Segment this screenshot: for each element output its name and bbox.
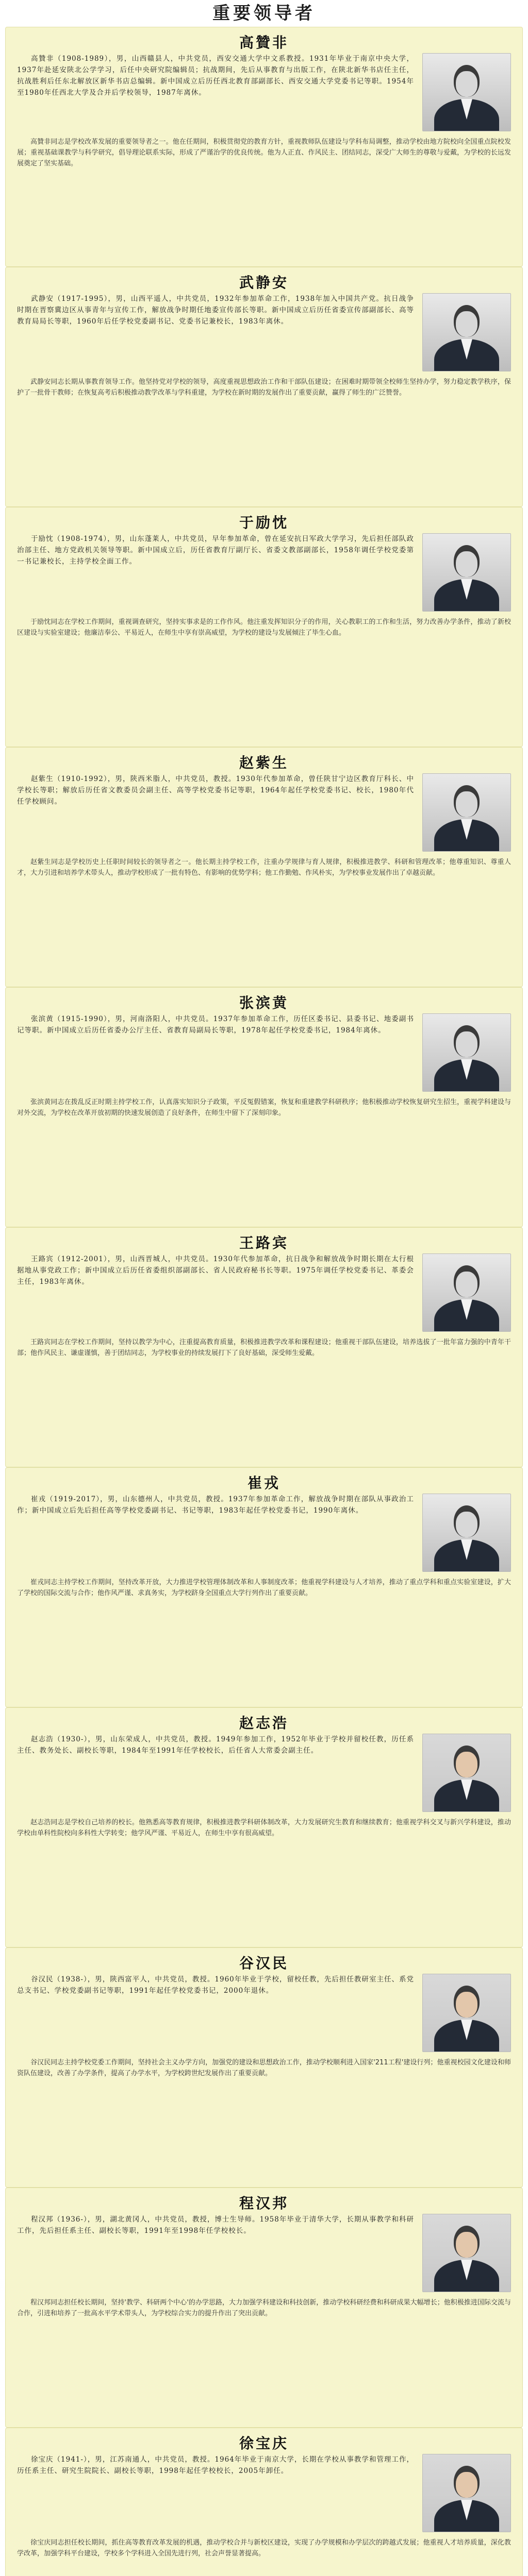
leader-card <box>5 2188 523 2428</box>
leader-card <box>5 747 523 987</box>
leader-portrait <box>422 773 511 852</box>
leader-description: 高贊非同志是学校改革发展的重要领导者之一。他在任期间，积极贯彻党的教育方针，重视教师队伍建设与学科布局调整，推动学校由地方院校向全国重点院校发展；重视基础课教学与科学研究，倡导理论联系实际，形成了严谨治学的优良传统。他为人正直、作风民主、团结同志，深受广大师生的尊敬与爱戴，为学校的长远发展奠定了坚实基础。 <box>17 138 511 167</box>
leader-intro <box>17 1494 511 1572</box>
leader-portrait <box>422 1253 511 1332</box>
leader-card <box>5 267 523 507</box>
leader-description: 于励忱同志在学校工作期间，重视调查研究，坚持实事求是的工作作风。他注重发挥知识分子的作用，关心教职工的工作和生活，努力改善办学条件，推动了新校区建设与实验室建设；他廉洁奉公、平易近人，在师生中享有崇高威望，为学校的建设与发展倾注了毕生心血。 <box>17 618 511 637</box>
portrait-face <box>456 2472 477 2498</box>
portrait-face <box>456 551 477 577</box>
leader-description: 程汉邦同志担任校长期间，坚持'教学、科研两个中心'的办学思路，大力加强学科建设和科技创新，推动学校科研经费和科研成果大幅增长；他积极推进国际交流与合作，引进和培养了一批高水平学术带头人，为学校综合实力的提升作出了突出贡献。 <box>17 2299 511 2317</box>
leader-bio: 程汉邦（1936-），男，湖北黄冈人，中共党员，教授，博士生导师。1958年毕业于清华大学，长期从事教学和科研工作，先后担任系主任、副校长等职，1991年至1998年任学校校长。 <box>17 2215 414 2235</box>
leader-bio: 赵紫生（1910-1992），男，陕西米脂人，中共党员，教授。1930年代参加革命，曾任陕甘宁边区教育厅科长、中学校长等职；解放后历任省文教委员会副主任、高等学校党委书记等职，1964年起任学校党委书记、校长，1980年代任学校顾问。 <box>17 775 414 806</box>
leader-description: 赵紫生同志是学校历史上任职时间较长的领导者之一。他长期主持学校工作，注重办学规律与育人规律，积极推进教学、科研和管理改革；他尊重知识、尊重人才，大力引进和培养学术带头人，推动学校形成了一批有特色、有影响的优势学科；他工作勤勉、作风朴实，为学校事业发展作出了卓越贡献。 <box>17 858 511 877</box>
leader-bio: 于励忱（1908-1974），男，山东蓬莱人，中共党员，早年参加革命，曾在延安抗日军政大学学习，先后担任部队政治部主任、地方党政机关领导等职。新中国成立后，历任省教育厅副厅长、省委文教部副部长，1958年调任学校党委第一书记兼校长，主持学校全面工作。 <box>17 535 414 566</box>
leader-intro <box>17 53 511 131</box>
leader-portrait <box>422 2454 511 2532</box>
portrait-face <box>456 71 477 97</box>
leader-name: 程汉邦 <box>239 2195 289 2212</box>
leader-name: 崔戎 <box>247 1475 280 1492</box>
leader-portrait <box>422 1013 511 1092</box>
portrait-face <box>456 1512 477 1537</box>
leader-card <box>5 1707 523 1947</box>
portrait-face <box>456 1031 477 1057</box>
leader-name: 武静安 <box>239 274 289 291</box>
leader-intro <box>17 2214 511 2292</box>
leader-card <box>5 2428 523 2576</box>
leader-description: 赵志浩同志是学校自己培养的校长。他熟悉高等教育规律，积极推进教学科研体制改革，大力发展研究生教育和继续教育；他重视学科交叉与新兴学科建设，推动学校由单科性院校向多科性大学转变；他学风严谨、平易近人，在师生中享有很高威望。 <box>17 1819 511 1837</box>
leader-name: 徐宝庆 <box>239 2435 289 2452</box>
leader-intro <box>17 2454 511 2532</box>
page <box>5 0 523 2576</box>
leader-description: 王路宾同志在学校工作期间，坚持以教学为中心，注重提高教育质量，积极推进教学改革和课程建设；他重视干部队伍建设，培养选拔了一批年富力强的中青年干部；他作风民主、谦虚谨慎，善于团结同志，为学校事业的持续发展打下了良好基础，深受师生爱戴。 <box>17 1338 511 1357</box>
leader-card <box>5 1227 523 1467</box>
leader-name: 张滨黄 <box>239 994 289 1011</box>
leader-bio: 徐宝庆（1941-），男，江苏南通人，中共党员，教授。1964年毕业于南京大学，长期在学校从事教学和管理工作，历任系主任、研究生院院长、副校长等职，1998年起任学校校长，2005年卸任。 <box>17 2455 414 2475</box>
portrait-face <box>456 2232 477 2258</box>
leader-bio: 武静安（1917-1995），男，山西平遥人，中共党员，1932年参加革命工作，1938年加入中国共产党。抗日战争时期在晋察冀边区从事青年与宣传工作，解放战争时期任地委宣传部长等职。新中国成立后历任省委宣传部副部长、高等教育局局长等职，1960年后任学校党委副书记、党委书记兼校长，1983年离休。 <box>17 295 414 326</box>
leader-portrait <box>422 53 511 131</box>
leader-name: 于励忱 <box>239 514 289 531</box>
leader-intro <box>17 533 511 612</box>
leader-portrait <box>422 1734 511 1812</box>
leader-bio: 赵志浩（1930-），男，山东荣成人，中共党员，教授。1949年参加工作，1952年毕业于学校并留校任教，历任系主任、教务处长、副校长等职，1984年至1991年任学校校长，后任省人大常委会副主任。 <box>17 1735 414 1755</box>
leader-name: 王路宾 <box>239 1234 289 1251</box>
leader-portrait <box>422 1974 511 2052</box>
leader-card <box>5 987 523 1227</box>
leader-portrait <box>422 533 511 612</box>
portrait-face <box>456 311 477 337</box>
leader-description: 崔戎同志主持学校工作期间，坚持改革开放，大力推进学校管理体制改革和人事制度改革；他重视学科建设与人才培养，推动了重点学科和重点实验室建设，扩大了学校的国际交流与合作；他作风严谨、求真务实，为学校跻身全国重点大学行列作出了重要贡献。 <box>17 1579 511 1597</box>
leader-card <box>5 27 523 267</box>
portrait-face <box>456 1272 477 1297</box>
leader-name: 谷汉民 <box>239 1955 289 1972</box>
leaders-list <box>5 27 523 2576</box>
leader-name: 赵志浩 <box>239 1715 289 1732</box>
leader-card <box>5 1947 523 2188</box>
leader-intro <box>17 1013 511 1092</box>
portrait-face <box>456 1752 477 1777</box>
leader-portrait <box>422 293 511 371</box>
leader-name: 赵紫生 <box>239 754 289 771</box>
leader-portrait <box>422 2214 511 2292</box>
leader-intro <box>17 1253 511 1332</box>
page-title: 重要领导者 <box>212 3 316 24</box>
leader-intro <box>17 293 511 371</box>
portrait-face <box>456 1992 477 2018</box>
leader-intro <box>17 1734 511 1812</box>
leader-intro <box>17 1974 511 2052</box>
leader-intro <box>17 773 511 852</box>
leader-bio: 王路宾（1912-2001），男，山西晋城人，中共党员。1930年代参加革命，抗日战争和解放战争时期长期在太行根据地从事党政工作；新中国成立后历任省委组织部副部长、省人民政府秘书长等职。1975年调任学校党委书记、革委会主任，1983年离休。 <box>17 1255 414 1286</box>
leader-bio: 崔戎（1919-2017），男，山东德州人，中共党员，教授。1937年参加革命工作，解放战争时期在部队从事政治工作；新中国成立后先后担任高等学校党委副书记、书记等职，1983年起任学校党委书记，1990年离休。 <box>17 1495 414 1515</box>
leader-card <box>5 1467 523 1707</box>
leader-description: 徐宝庆同志担任校长期间，抓住高等教育改革发展的机遇，推动学校合并与新校区建设，实现了办学规模和办学层次的跨越式发展；他重视人才培养质量，深化教学改革，加强学科平台建设，学校多个学科进入全国先进行列，社会声誉显著提高。 <box>17 2539 511 2557</box>
leader-portrait <box>422 1494 511 1572</box>
leader-bio: 高贊非（1908-1989），男，山西赣县人，中共党员，西安交通大学中文系教授。1931年毕业于南京中央大学，1937年赴延安陕北公学学习，后任中央研究院编辑员；抗战期间，先后从事教育与出版工作，在陕北新华书店任主任，抗战胜利后任东北解放区新华书店总编辑。新中国成立后历任西北教育部副部长、西安交通大学党委书记等职。1954年至1980年任西北大学及合并后学校领导，1987年离休。 <box>17 55 414 97</box>
leader-description: 张滨黄同志在拨乱反正时期主持学校工作，认真落实知识分子政策，平反冤假错案，恢复和重建教学科研秩序；他积极推动学校恢复研究生招生，重视学科建设与对外交流，为学校在改革开放初期的快速发展创造了良好条件，在师生中留下了深刻印象。 <box>17 1098 511 1117</box>
leader-bio: 谷汉民（1938-），男，陕西富平人，中共党员，教授。1960年毕业于学校，留校任教，先后担任教研室主任、系党总支书记、学校党委副书记等职，1991年起任学校党委书记，2000年退休。 <box>17 1975 414 1995</box>
leader-name: 高贊非 <box>239 34 289 51</box>
leader-bio: 张滨黄（1915-1990），男，河南洛阳人，中共党员。1937年参加革命工作，历任区委书记、县委书记、地委副书记等职。新中国成立后历任省委办公厅主任、省教育局副局长等职，1978年起任学校党委书记，1984年离休。 <box>17 1015 414 1035</box>
portrait-face <box>456 791 477 817</box>
leader-description: 谷汉民同志主持学校党委工作期间，坚持社会主义办学方向，加强党的建设和思想政治工作，推动学校顺利进入国家'211工程'建设行列；他重视校园文化建设和师资队伍建设，改善了办学条件，提高了办学水平，为学校跨世纪发展作出了重要贡献。 <box>17 2059 511 2077</box>
leader-description: 武静安同志长期从事教育领导工作。他坚持党对学校的领导，高度重视思想政治工作和干部队伍建设；在困难时期带领全校师生坚持办学，努力稳定教学秩序，保护了一批骨干教师；在恢复高考后积极推动教学改革与学科重建，为学校在新时期的发展作出了重要贡献，赢得了师生的广泛赞誉。 <box>17 378 511 397</box>
leader-card <box>5 507 523 747</box>
